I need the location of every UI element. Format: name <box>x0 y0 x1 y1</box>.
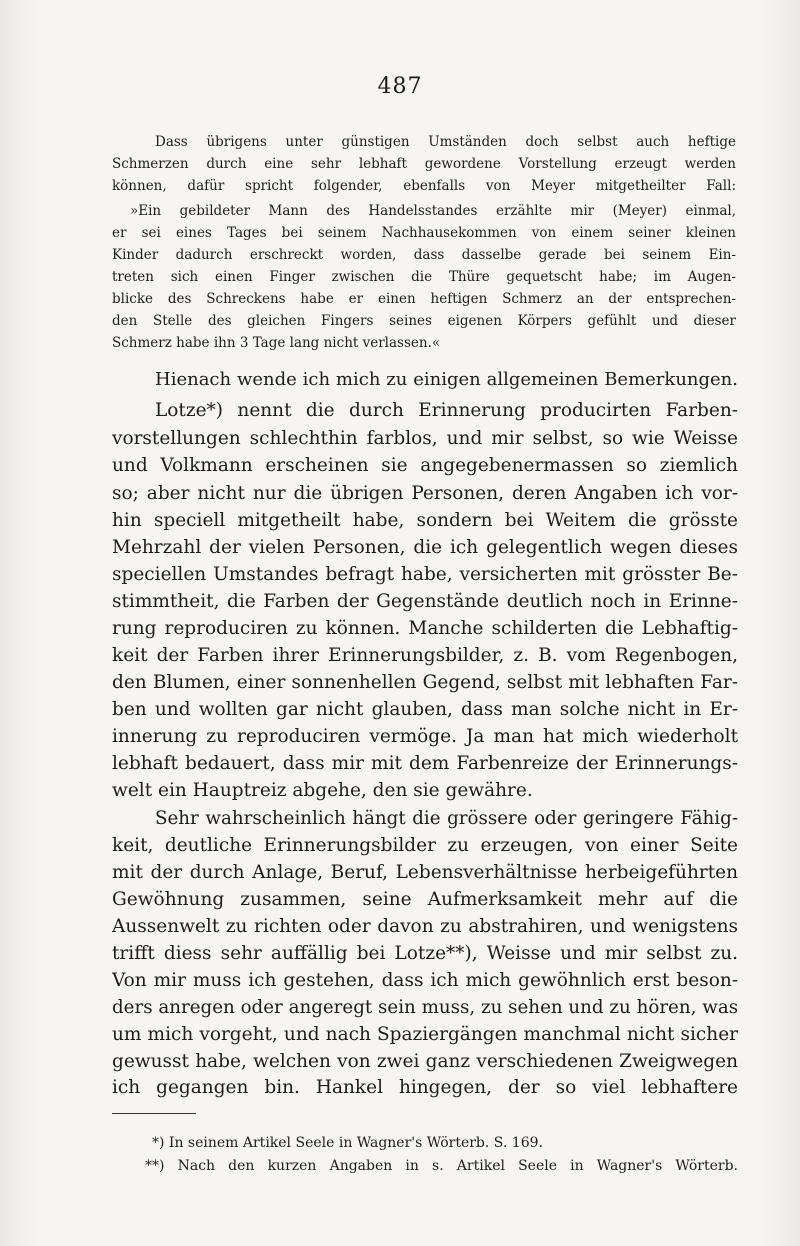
body-line: innerung zu reproduciren vermöge. Ja man hat mich wiederholt <box>112 726 738 747</box>
body-line: ders anregen oder angeregt sein muss, zu sehen und zu hören, was <box>112 997 738 1018</box>
body-line: vorstellungen schlechthin farblos, und mir selbst, so wie Weisse <box>112 428 738 449</box>
quote-line: blicke des Schreckens habe er einen heftigen Schmerz an der entsprechen- <box>112 291 736 307</box>
quote-line: Dass übrigens unter günstigen Umständen doch selbst auch heftige <box>155 134 736 150</box>
body-line: Mehrzahl der vielen Personen, die ich gelegentlich wegen dieses <box>112 537 738 558</box>
body-line: gewusst habe, welchen von zwei ganz verschiedenen Zweigwegen <box>112 1051 738 1072</box>
body-line: Sehr wahrscheinlich hängt die grössere oder geringere Fähig- <box>155 808 738 829</box>
quote-line: »Ein gebildeter Mann des Handelsstandes erzählte mir (Meyer) einmal, <box>130 203 736 219</box>
footnote: *) In seinem Artikel Seele in Wagner's Wörterb. S. 169. <box>152 1135 543 1151</box>
body-line: Lotze*) nennt die durch Erinnerung producirten Farben- <box>155 400 738 421</box>
body-line: stimmtheit, die Farben der Gegenstände deutlich noch in Erinne- <box>112 591 738 612</box>
body-line: Von mir muss ich gestehen, dass ich mich gewöhnlich erst beson- <box>112 970 738 991</box>
quote-line: Schmerz habe ihn 3 Tage lang nicht verlassen.« <box>112 335 441 351</box>
body-line: mit der durch Anlage, Beruf, Lebensverhältnisse herbeigeführten <box>112 862 738 883</box>
quote-line: Schmerzen durch eine sehr lebhaft gewordene Vorstellung erzeugt werden <box>112 156 736 172</box>
body-line: lebhaft bedauert, dass mir mit dem Farbenreize der Erinnerungs- <box>112 753 738 774</box>
quote-line: treten sich einen Finger zwischen die Thüre gequetscht habe; im Augen- <box>112 269 736 285</box>
body-line: Hienach wende ich mich zu einigen allgemeinen Bemerkungen. <box>155 369 738 390</box>
body-line: keit der Farben ihrer Erinnerungsbilder, z. B. vom Regenbogen, <box>112 645 738 666</box>
body-line: rung reproduciren zu können. Manche schilderten die Lebhaftig- <box>112 618 738 639</box>
body-line: ben und wollten gar nicht glauben, dass man solche nicht in Er- <box>112 699 738 720</box>
body-line: welt ein Hauptreiz abgehe, den sie gewähre. <box>112 780 533 801</box>
body-line: um mich vorgeht, und nach Spaziergängen manchmal nicht sicher <box>112 1024 738 1045</box>
footnote-divider <box>112 1113 196 1114</box>
page-number: 487 <box>377 74 423 99</box>
body-line: speciellen Umstandes befragt habe, versicherten mit grösster Be- <box>112 564 738 585</box>
body-line: trifft diess sehr auffällig bei Lotze**), Weisse und mir selbst zu. <box>112 943 738 964</box>
body-line: den Blumen, einer sonnenhellen Gegend, selbst mit lebhaften Far- <box>112 672 738 693</box>
quote-line: den Stelle des gleichen Fingers seines eigenen Körpers gefühlt und dieser <box>112 313 736 329</box>
body-line: ich gegangen bin. Hankel hingegen, der so viel lebhaftere <box>112 1077 738 1098</box>
quote-line: Kinder dadurch erschreckt worden, dass dasselbe gerade bei seinem Ein- <box>112 247 736 263</box>
quote-line: er sei eines Tages bei seinem Nachhausekommen von einem seiner kleinen <box>112 225 736 241</box>
body-line: Gewöhnung zusammen, seine Aufmerksamkeit mehr auf die <box>112 889 738 910</box>
footnote: **) Nach den kurzen Angaben in s. Artikel Seele in Wagner's Wörterb. <box>145 1158 738 1174</box>
body-line: so; aber nicht nur die übrigen Personen, deren Angaben ich vor- <box>112 483 738 504</box>
body-line: Aussenwelt zu richten oder davon zu abstrahiren, und wenigstens <box>112 916 738 937</box>
body-line: und Volkmann erscheinen sie angegebenermassen so ziemlich <box>112 455 738 476</box>
quote-line: können, dafür spricht folgender, ebenfalls von Meyer mitgetheilter Fall: <box>112 178 736 194</box>
body-line: keit, deutliche Erinnerungsbilder zu erzeugen, von einer Seite <box>112 835 738 856</box>
body-line: hin speciell mitgetheilt habe, sondern bei Weitem die grösste <box>112 510 738 531</box>
